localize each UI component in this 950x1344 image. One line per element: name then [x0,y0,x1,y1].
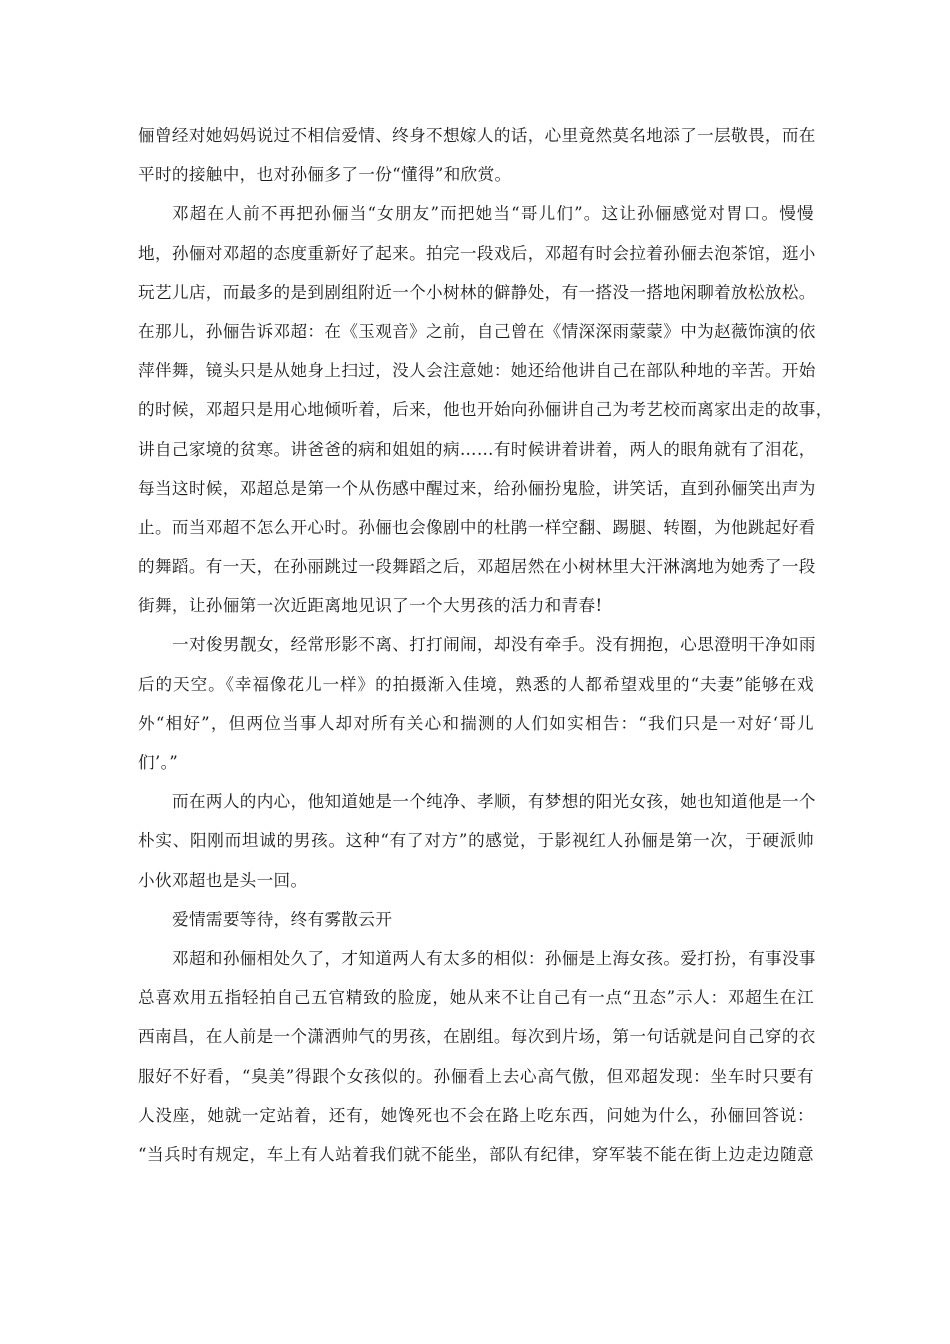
text-line: 爱情需要等待，终有雾散云开 [172,909,393,929]
document-page [138,116,833,1174]
text-line: 平时的接触中，也对孙俪多了一份“懂得”和欣赏。 [138,165,512,185]
text-line: 后的天空。《幸福像花儿一样》的拍摄渐入佳境，熟悉的人都希望戏里的“夫妻”能够在戏 [138,674,814,694]
text-line: 人没座，她就一定站着，还有，她馋死也不会在路上吃东西，问她为什么，孙俪回答说： [138,1105,814,1125]
text-line: 外“相好”，但两位当事人却对所有关心和揣测的人们如实相告：“我们只是一对好‘哥儿 [138,713,814,733]
text-line: 总喜欢用五指轻拍自己五官精致的脸庞，她从来不让自己有一点“丑态”示人：邓超生在江 [138,988,814,1008]
text-line: 小伙邓超也是头一回。 [138,870,308,890]
text-line: 一对俊男靓女，经常形影不离、打打闹闹，却没有牵手。没有拥抱，心思澄明干净如雨 [172,635,816,655]
text-line: 地，孙俪对邓超的态度重新好了起来。拍完一段戏后，邓超有时会拉着孙俪去泡茶馆，逛小 [138,243,816,263]
text-line: 邓超和孙俪相处久了，才知道两人有太多的相似：孙俪是上海女孩。爱打扮，有事没事 [172,948,816,968]
text-line: 玩艺儿店，而最多的是到剧组附近一个小树林的僻静处，有一搭没一搭地闲聊着放松放松。 [138,282,816,302]
text-line: 而在两人的内心，他知道她是一个纯净、孝顺，有梦想的阳光女孩，她也知道他是一个 [172,792,816,812]
text-line: 邓超在人前不再把孙俪当“女朋友”而把她当“哥儿们”。这让孙俪感觉对胃口。慢慢 [172,204,814,224]
text-line: 止。而当邓超不怎么开心时。孙俪也会像剧中的杜鹃一样空翻、踢腿、转圈，为他跳起好看 [138,517,816,537]
text-line: 的时候，邓超只是用心地倾听着，后来，他也开始向孙俪讲自己为考艺校而离家出走的故事， [138,400,833,420]
text-line: 朴实、阳刚而坦诚的男孩。这种“有了对方”的感觉，于影视红人孙俪是第一次，于硬派帅 [138,831,814,851]
text-line: 西南昌，在人前是一个潇洒帅气的男孩，在剧组。每次到片场，第一句话就是问自己穿的衣 [138,1027,816,1047]
text-line: “当兵时有规定，车上有人站着我们就不能坐，部队有纪律，穿军装不能在街上边走边随意 [138,1144,814,1164]
text-line: 们’。” [138,753,179,772]
text-line: 服好不好看，“臭美”得跟个女孩似的。孙俪看上去心高气傲，但邓超发现：坐车时只要有 [138,1066,814,1086]
text-line: 每当这时候，邓超总是第一个从伤感中醒过来，给孙俪扮鬼脸，讲笑话，直到孙俪笑出声为 [138,478,816,498]
text-line: 街舞，让孙俪第一次近距离地见识了一个大男孩的活力和青春! [138,596,603,616]
text-line: 讲自己家境的贫寒。讲爸爸的病和姐姐的病……有时候讲着讲着，两人的眼角就有了泪花， [138,439,816,459]
text-line: 萍伴舞，镜头只是从她身上扫过，没人会注意她：她还给他讲自己在部队种地的辛苦。开始 [138,361,816,381]
text-line: 的舞蹈。有一天，在孙丽跳过一段舞蹈之后，邓超居然在小树林里大汗淋漓地为她秀了一段 [138,557,816,577]
text-line: 俪曾经对她妈妈说过不相信爱情、终身不想嫁人的话，心里竟然莫名地添了一层敬畏，而在 [138,126,816,145]
text-line: 在那儿，孙俪告诉邓超：在《玉观音》之前，自己曾在《情深深雨蒙蒙》中为赵薇饰演的依 [138,321,816,341]
